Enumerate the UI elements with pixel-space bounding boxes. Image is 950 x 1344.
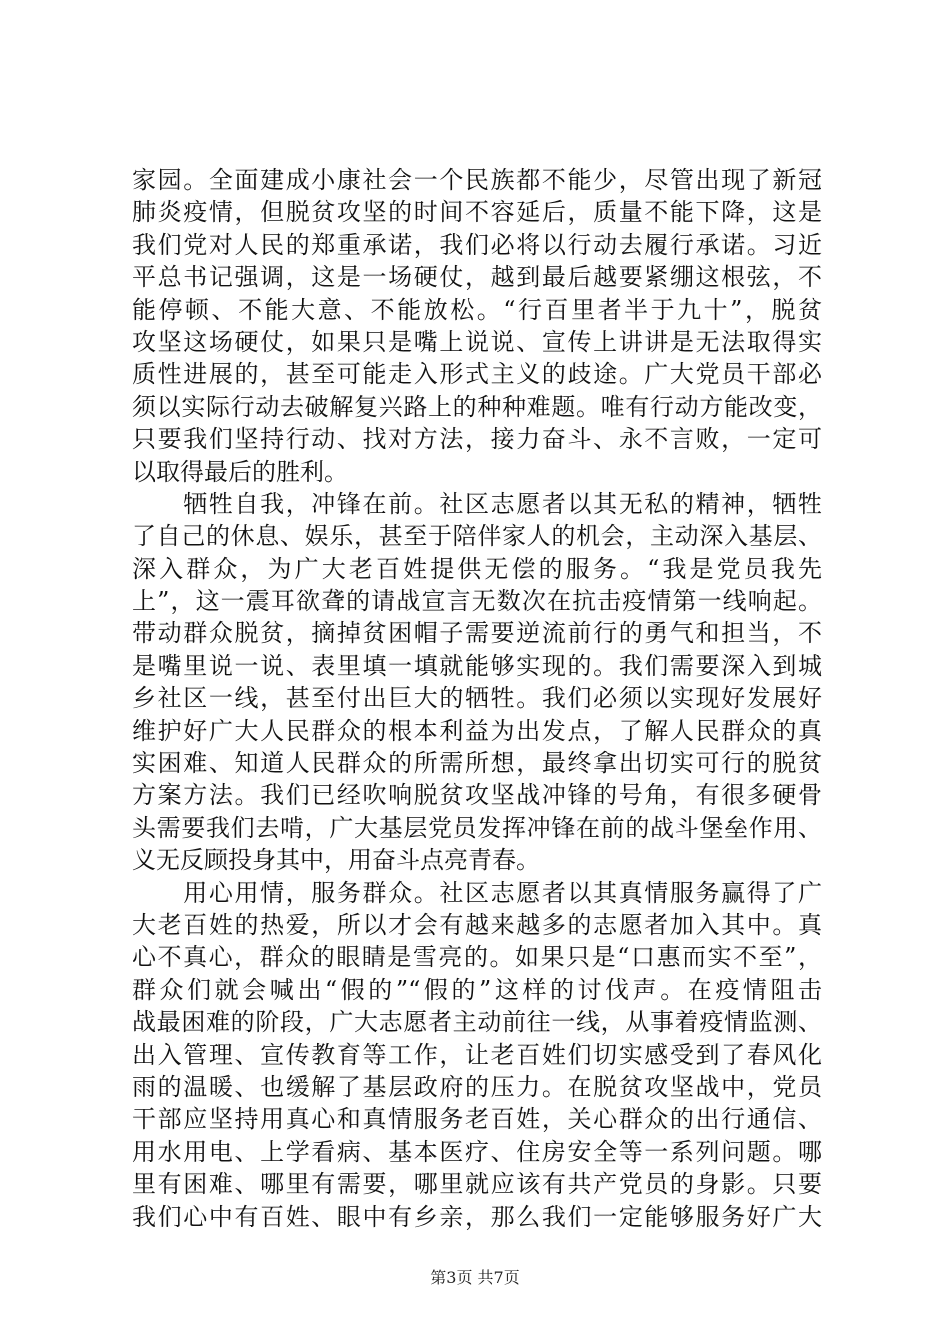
text-line: 出入管理、宣传教育等工作，让老百姓们切实感受到了春风化 [132,1040,822,1069]
text-line: 乡社区一线，甚至付出巨大的牺牲。我们必须以实现好发展好 [132,684,822,713]
text-line: 平总书记强调，这是一场硬仗，越到最后越要紧绷这根弦，不 [132,263,822,292]
text-line: 须以实际行动去破解复兴路上的种种难题。唯有行动方能改变， [132,392,822,421]
text-line: 能停顿、不能大意、不能放松。“行百里者半于九十”，脱贫 [132,295,822,324]
text-line: 心不真心，群众的眼睛是雪亮的。如果只是“口惠而实不至”， [132,943,822,972]
text-line: 群众们就会喊出“假的”“假的”这样的讨伐声。在疫情阻击 [132,975,822,1004]
text-line: 是嘴里说一说、表里填一填就能够实现的。我们需要深入到城 [132,651,822,680]
text-line: 方案方法。我们已经吹响脱贫攻坚战冲锋的号角，有很多硬骨 [132,781,822,810]
text-line: 用心用情，服务群众。社区志愿者以其真情服务赢得了广 [132,878,822,907]
text-line: 只要我们坚持行动、找对方法，接力奋斗、永不言败，一定可 [132,425,822,454]
text-line: 我们党对人民的郑重承诺，我们必将以行动去履行承诺。习近 [132,230,822,259]
page-number-footer: 第3页 共7页 [430,1268,520,1287]
text-line: 牺牲自我，冲锋在前。社区志愿者以其无私的精神，牺牲 [132,489,822,518]
text-line: 以取得最后的胜利。 [132,457,348,486]
text-line: 雨的温暖、也缓解了基层政府的压力。在脱贫攻坚战中，党员 [132,1072,822,1101]
text-line: 上”，这一震耳欲聋的请战宣言无数次在抗击疫情第一线响起。 [132,587,822,616]
text-line: 战最困难的阶段，广大志愿者主动前往一线，从事着疫情监测、 [132,1008,822,1037]
text-line: 用水用电、上学看病、基本医疗、住房安全等一系列问题。哪 [132,1137,822,1166]
body-text [132,164,822,1233]
text-line: 攻坚这场硬仗，如果只是嘴上说说、宣传上讲讲是无法取得实 [132,327,822,356]
text-line: 头需要我们去啃，广大基层党员发挥冲锋在前的战斗堡垒作用、 [132,813,822,842]
text-line: 维护好广大人民群众的根本利益为出发点，了解人民群众的真 [132,716,822,745]
text-line: 实困难、知道人民群众的所需所想，最终拿出切实可行的脱贫 [132,749,822,778]
text-line: 了自己的休息、娱乐，甚至于陪伴家人的机会，主动深入基层、 [132,522,822,551]
text-line: 义无反顾投身其中，用奋斗点亮青春。 [132,846,540,875]
text-line: 里有困难、哪里有需要，哪里就应该有共产党员的身影。只要 [132,1170,822,1199]
text-line: 质性进展的，甚至可能走入形式主义的歧途。广大党员干部必 [132,360,822,389]
text-line: 大老百姓的热爱，所以才会有越来越多的志愿者加入其中。真 [132,910,822,939]
text-line: 深入群众，为广大老百姓提供无偿的服务。“我是党员我先 [132,554,822,583]
text-line: 家园。全面建成小康社会一个民族都不能少，尽管出现了新冠 [132,166,822,194]
text-line: 带动群众脱贫，摘掉贫困帽子需要逆流前行的勇气和担当，不 [132,619,822,648]
text-line: 我们心中有百姓、眼中有乡亲，那么我们一定能够服务好广大 [132,1202,822,1231]
text-line: 干部应坚持用真心和真情服务老百姓，关心群众的出行通信、 [132,1105,822,1134]
text-line: 肺炎疫情，但脱贫攻坚的时间不容延后，质量不能下降，这是 [132,198,822,227]
